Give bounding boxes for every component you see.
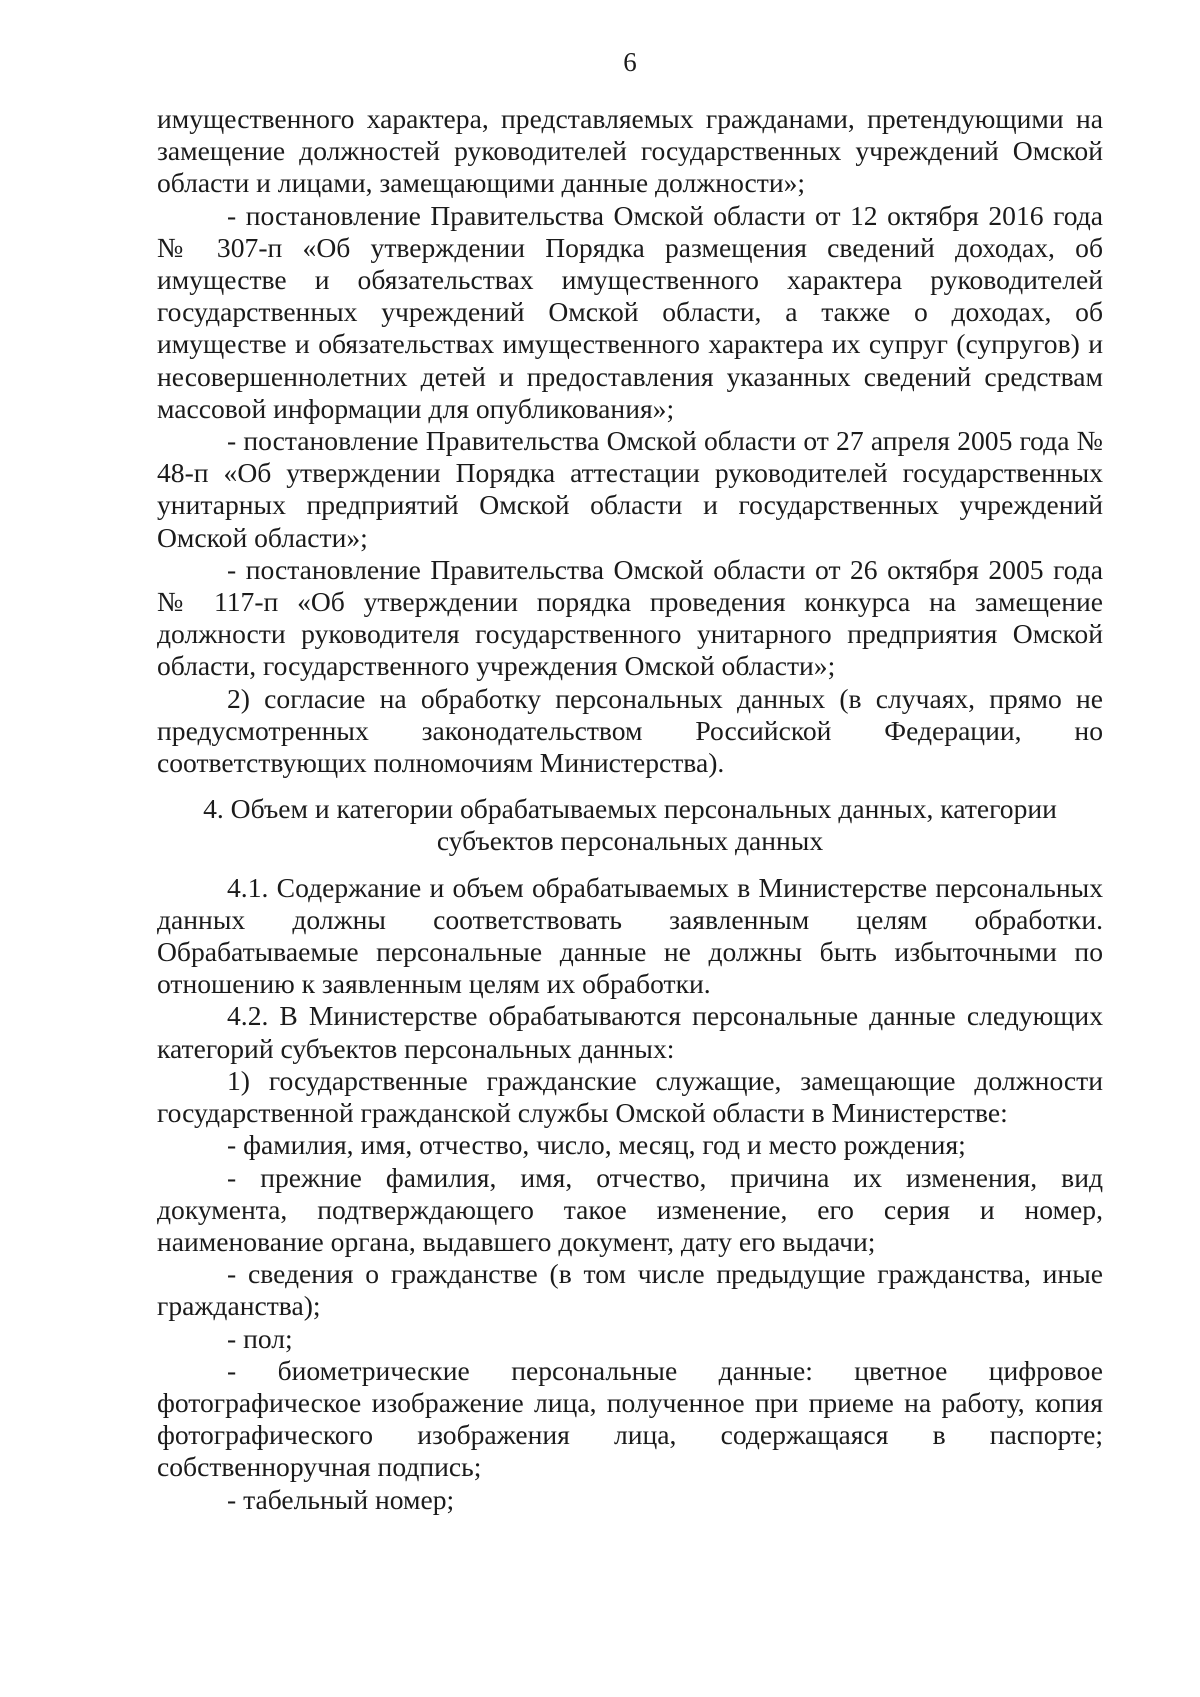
- list-item-resolution-307: - постановление Правительства Омской области от 12 октября 2016 года № 307-п «Об утверждении Порядка размещения сведений доходах, об имуществе и обязательствах имущественного характера руководителей государственных учреждений Омской области, а также о доходах, об имуществе и обязательствах имущественного характера их супруг (супругов) и несовершеннолетних детей и предоставления указанных сведений средствам массовой информации для опубликования»;: [157, 199, 1103, 424]
- clause-4-1: 4.1. Содержание и объем обрабатываемых в Министерстве персональных данных должны соответствовать заявленным целям обработки. Обрабатываемые персональные данные не должны быть избыточными по отношению к заявленным целям их обработки.: [157, 871, 1103, 1000]
- section-heading-line-1: 4. Объем и категории обрабатываемых персональных данных, категории: [203, 793, 1057, 825]
- list-item-personnel-number: - табельный номер;: [227, 1483, 455, 1515]
- paragraph-continuation: имущественного характера, представляемых гражданами, претендующими на замещение должностей руководителей государственных учреждений Омской области и лицами, замещающими данные должности»;: [157, 103, 1103, 199]
- page-number: 6: [623, 47, 637, 77]
- list-item-citizenship: - сведения о гражданстве (в том числе предыдущие гражданства, иные гражданства);: [157, 1258, 1103, 1322]
- list-item-consent: 2) согласие на обработку персональных данных (в случаях, прямо не предусмотренных законодательством Российской Федерации, но соответствующих полномочиям Министерства).: [157, 682, 1103, 779]
- clause-4-2: 4.2. В Министерстве обрабатываются персональные данные следующих категорий субъектов персональных данных:: [157, 1000, 1103, 1064]
- list-item-previous-names: - прежние фамилия, имя, отчество, причина их изменения, вид документа, подтверждающего такое изменение, его серия и номер, наименование органа, выдавшего документ, дату его выдачи;: [157, 1161, 1103, 1257]
- list-item-civil-servants: 1) государственные гражданские служащие, замещающие должности государственной гражданской службы Омской области в Министерстве:: [157, 1064, 1103, 1129]
- list-item-biometric: - биометрические персональные данные: цветное цифровое фотографическое изображение лица, полученное при приеме на работу, копия фотографического изображения лица, содержащаяся в паспорте; собственноручная подпись;: [157, 1354, 1103, 1483]
- list-item-resolution-117: - постановление Правительства Омской области от 26 октября 2005 года № 117-п «Об утверждении порядка проведения конкурса на замещение должности руководителя государственного унитарного предприятия Омской области, государственного учреждения Омской области»;: [157, 553, 1103, 682]
- list-item-gender: - пол;: [227, 1322, 293, 1354]
- section-heading: [157, 793, 1103, 857]
- list-item-resolution-48: - постановление Правительства Омской области от 27 апреля 2005 года № 48-п «Об утверждении Порядка аттестации руководителей государственных унитарных предприятий Омской области и государственных учреждений Омской области»;: [157, 425, 1103, 553]
- document-body: [157, 103, 1103, 1516]
- list-item-name-birth: - фамилия, имя, отчество, число, месяц, год и место рождения;: [227, 1129, 966, 1161]
- section-heading-line-2: субъектов персональных данных: [436, 825, 824, 857]
